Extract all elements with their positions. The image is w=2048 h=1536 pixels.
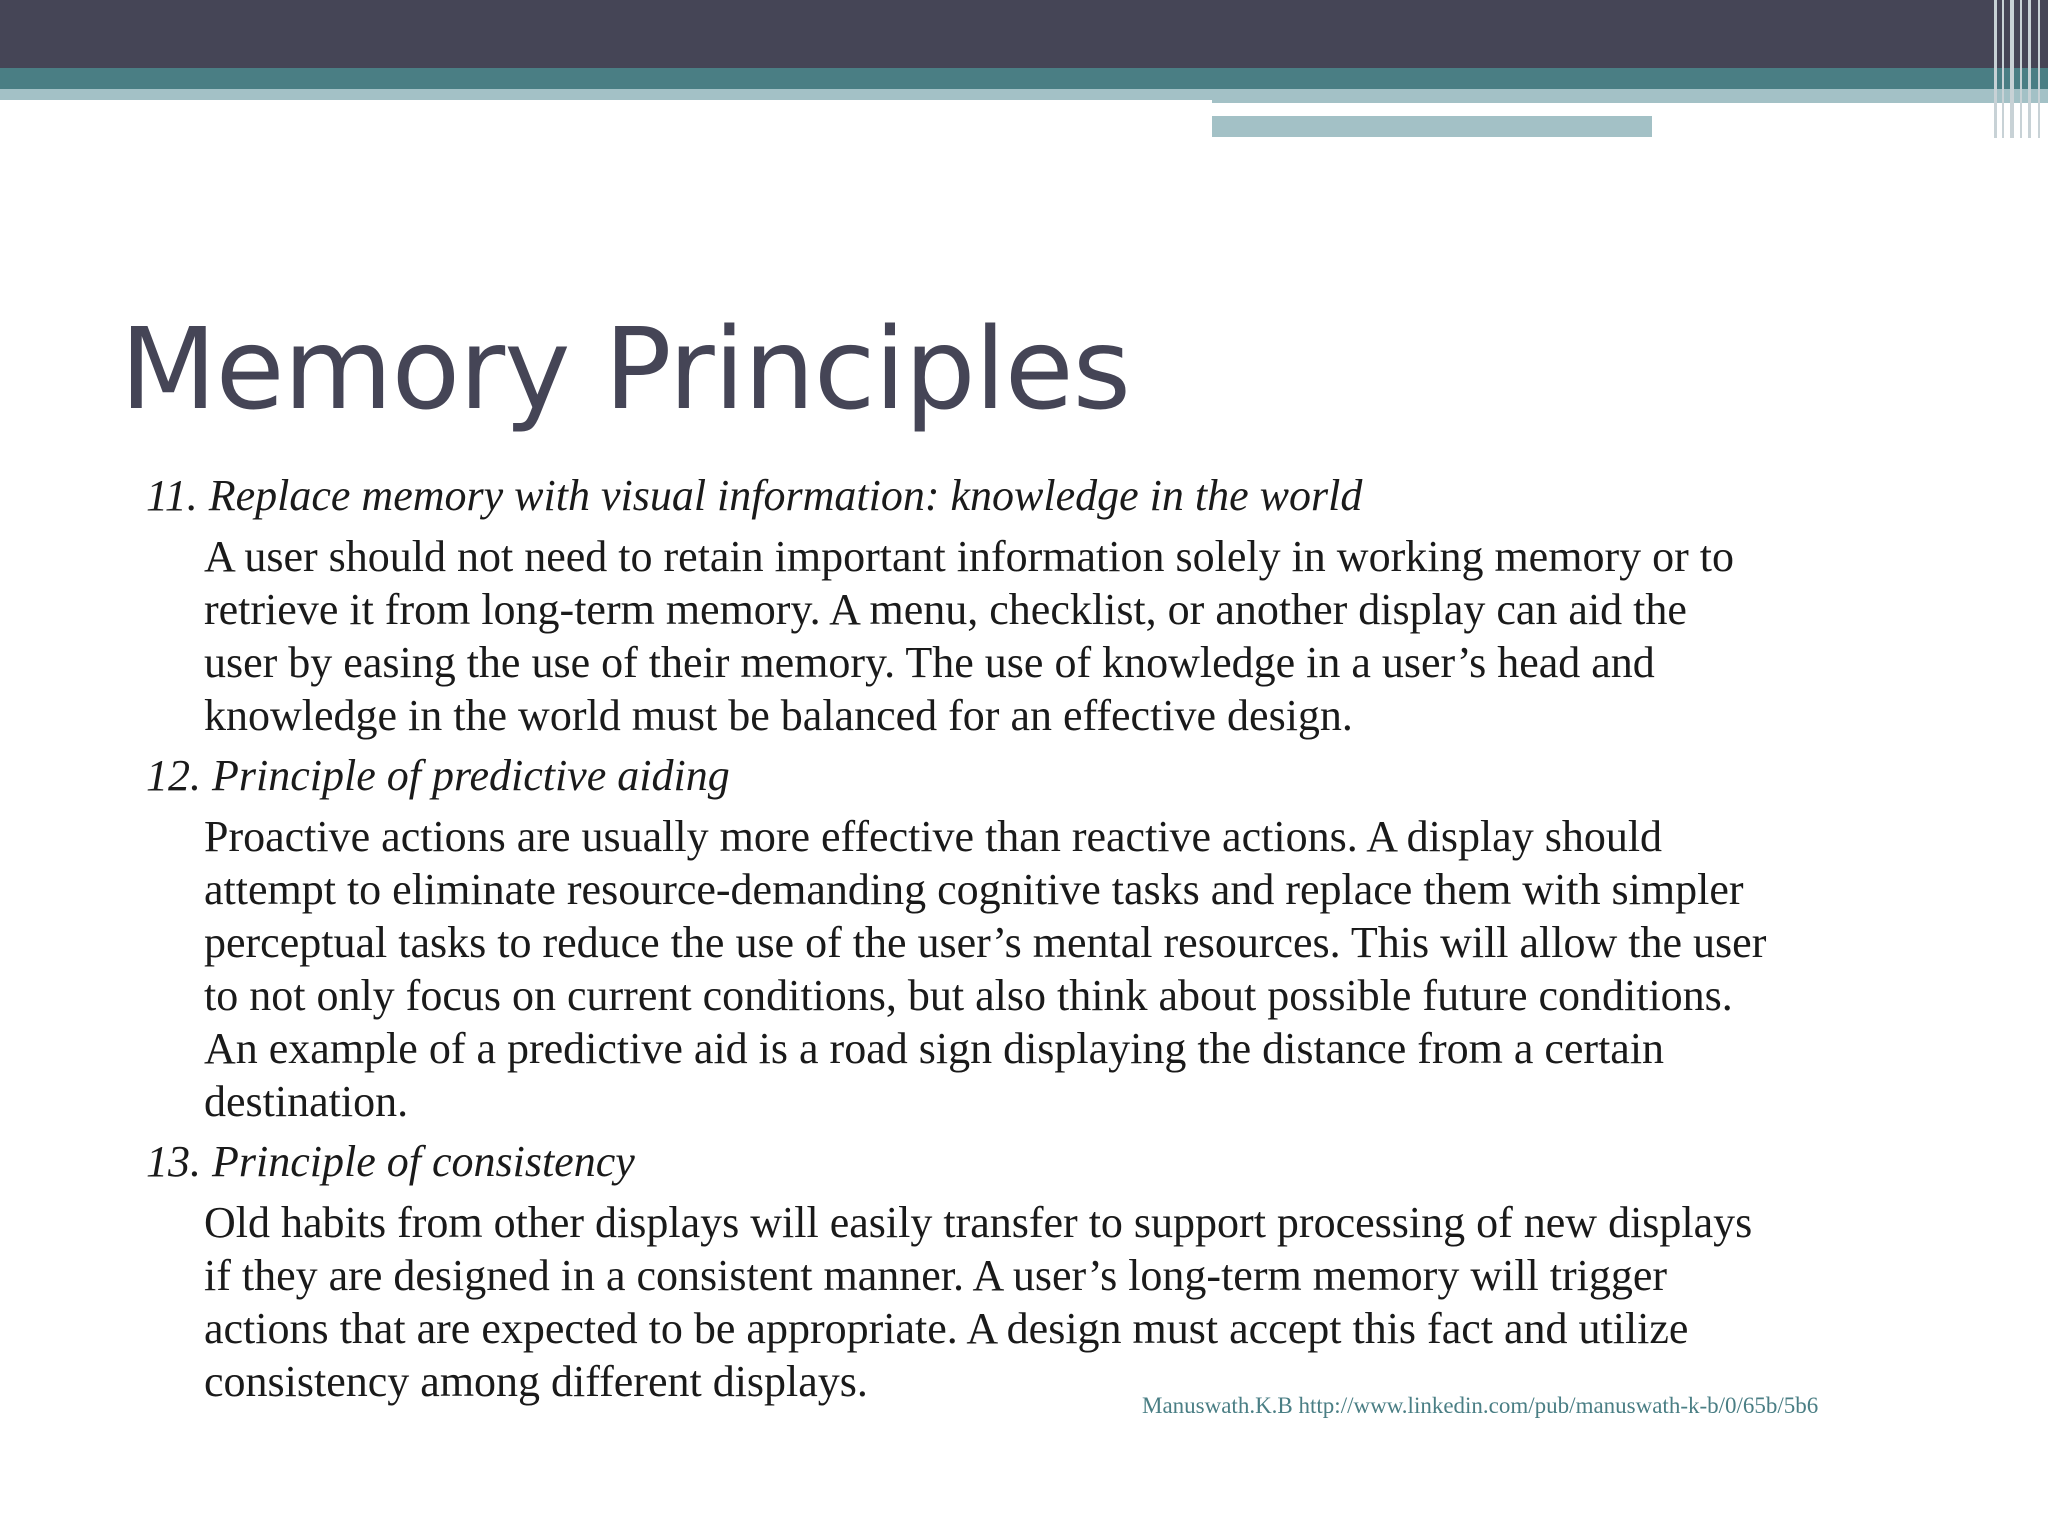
- principle-body: [204, 810, 2048, 1128]
- body-line: attempt to eliminate resource-demanding cognitive tasks and replace them with simpler: [204, 865, 1744, 914]
- body-line: perceptual tasks to reduce the use of the user’s mental resources. This will allow the user: [204, 918, 1767, 967]
- principle-heading: 12. Principle of predictive aiding: [146, 751, 730, 800]
- header-band-light-lower: [1212, 116, 1652, 137]
- body-line: Proactive actions are usually more effective than reactive actions. A display should: [204, 812, 1663, 861]
- principle-heading: 11. Replace memory with visual information: knowledge in the world: [146, 471, 1363, 520]
- body-line: user by easing the use of their memory. The use of knowledge in a user’s head and: [204, 638, 1655, 687]
- body-line: consistency among different displays.: [204, 1357, 868, 1406]
- body-line: An example of a predictive aid is a road sign displaying the distance from a certain: [204, 1024, 1665, 1073]
- body-line: actions that are expected to be appropriate. A design must accept this fact and utilize: [204, 1304, 1689, 1353]
- header-edge-stripes: [1988, 0, 2048, 138]
- body-line: to not only focus on current conditions, but also think about possible future conditions.: [204, 971, 1733, 1020]
- author-credit: Manuswath.K.B http://www.linkedin.com/pub/manuswath-k-b/0/65b/5b6: [1142, 1393, 1819, 1418]
- body-line: retrieve it from long-term memory. A menu, checklist, or another display can aid the: [204, 585, 1687, 634]
- principle-item: [146, 470, 1946, 742]
- header-band-light-right: [1212, 89, 2048, 103]
- body-line: if they are designed in a consistent manner. A user’s long-term memory will trigger: [204, 1251, 1668, 1300]
- header-band-light-left: [0, 89, 1212, 100]
- principles-list: [146, 470, 1946, 1416]
- header-band-dark: [0, 0, 2048, 68]
- body-line: Old habits from other displays will easily transfer to support processing of new displays: [204, 1198, 1753, 1247]
- slide-title: Memory Principles: [120, 305, 1130, 435]
- principle-item: [146, 750, 1946, 1128]
- body-line: A user should not need to retain important information solely in working memory or to: [204, 532, 1734, 581]
- principle-heading: 13. Principle of consistency: [146, 1137, 635, 1186]
- header-band-teal: [0, 68, 2048, 89]
- body-line: destination.: [204, 1077, 409, 1126]
- body-line: knowledge in the world must be balanced for an effective design.: [204, 691, 1353, 740]
- principle-body: [204, 1196, 2048, 1408]
- principle-body: [204, 530, 2048, 742]
- principle-item: [146, 1136, 1946, 1408]
